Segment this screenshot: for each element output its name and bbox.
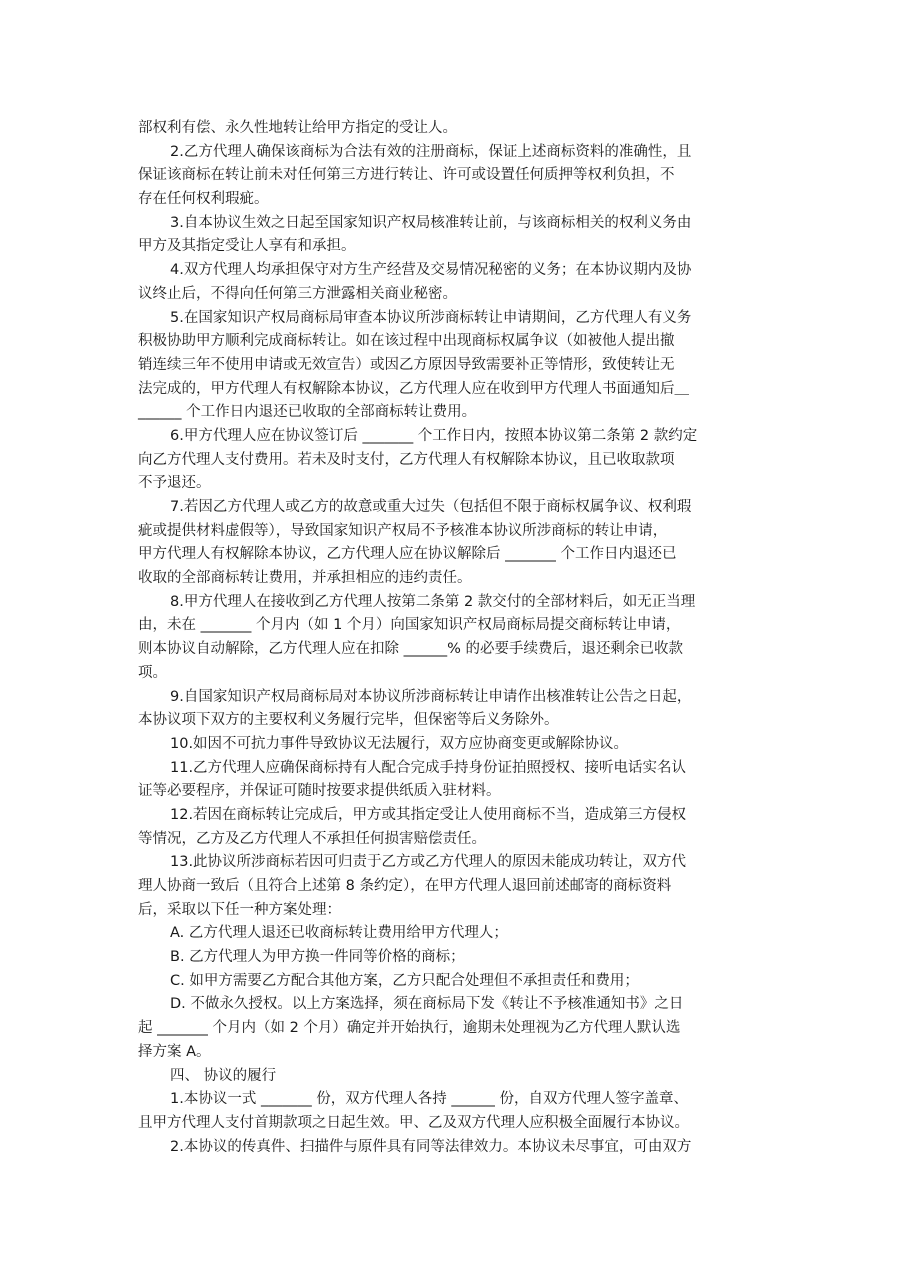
text-line: 6.甲方代理人应在协议签订后 _______ 个工作日内，按照本协议第二条第 2 款约定 [170, 427, 698, 444]
text-line: 13.此协议所涉商标若因可归责于乙方或乙方代理人的原因未能成功转让，双方代 [170, 854, 687, 871]
text-line: 议终止后，不得向任何第三方泄露相关商业秘密。 [138, 285, 457, 302]
text-line: 9.自国家知识产权局商标局对本协议所涉商标转让申请作出核准转让公告之日起， [170, 688, 692, 705]
text-line: 存在任何权利瑕疵。 [138, 191, 269, 208]
text-line: 保证该商标在转让前未对任何第三方进行转让、许可或设置任何质押等权利负担，不 [138, 167, 675, 184]
text-line: 起 _______ 个月内（如 2 个月）确定并开始执行，逾期未处理视为乙方代理人默认选 [138, 1020, 681, 1037]
text-line: 部权利有偿、永久性地转让给甲方指定的受让人。 [138, 120, 457, 136]
text-line: 2.乙方代理人确保该商标为合法有效的注册商标，保证上述商标资料的准确性，且 [170, 143, 692, 160]
text-line: 证等必要程序，并保证可随时按要求提供纸质入驻材料。 [138, 783, 501, 800]
text-line: 由，未在 _______ 个月内（如 1 个月）向国家知识产权局商标局提交商标转让申请， [138, 617, 681, 634]
document-body [138, 117, 774, 1159]
text-line: 11.乙方代理人应确保商标持有人配合完成手持身份证拍照授权、接听电话实名认 [170, 759, 687, 776]
text-line: 法完成的，甲方代理人有权解除本协议，乙方代理人应在收到甲方代理人书面通知后＿ [138, 380, 689, 397]
text-line: 5.在国家知识产权局商标局审查本协议所涉商标转让申请期间，乙方代理人有义务 [170, 309, 692, 326]
text-line: 且甲方代理人支付首期款项之日起生效。甲、乙及双方代理人应积极全面履行本协议。 [138, 1114, 689, 1131]
text-line: 销连续三年不使用申请或无效宣告）或因乙方原因导致需要补正等情形，致使转让无 [138, 356, 675, 373]
text-line: 3.自本协议生效之日起至国家知识产权局核准转让前，与该商标相关的权利义务由 [170, 214, 692, 231]
text-line: 10.如因不可抗力事件导致协议无法履行，双方应协商变更或解除协议。 [170, 735, 629, 752]
text-line: 收取的全部商标转让费用，并承担相应的违约责任。 [138, 570, 472, 587]
text-line: 本协议项下双方的主要权利义务履行完毕，但保密等后义务除外。 [138, 712, 559, 729]
text-line: 项。 [138, 664, 167, 681]
text-line: 甲方及其指定受让人享有和承担。 [138, 238, 356, 255]
text-line: 理人协商一致后（且符合上述第 8 条约定），在甲方代理人退回前述邮寄的商标资料 [138, 878, 672, 894]
text-line: 8.甲方代理人在接收到乙方代理人按第二条第 2 款交付的全部材料后，如无正当理 [170, 593, 696, 610]
text-line: 向乙方代理人支付费用。若未及时支付，乙方代理人有权解除本协议，且已收取款项 [138, 451, 675, 468]
text-line: 1.本协议一式 _______ 份，双方代理人各持 ______ 份，自双方代理人签字盖章、 [170, 1091, 689, 1108]
text-line: 择方案 A。 [138, 1043, 211, 1060]
text-line: 则本协议自动解除，乙方代理人应在扣除 ______% 的必要手续费后，退还剩余已收款 [138, 641, 683, 658]
text-line: B. 乙方代理人为甲方换一件同等价格的商标； [170, 949, 465, 966]
text-line: D. 不做永久授权。以上方案选择，须在商标局下发《转让不予核准通知书》之日 [170, 996, 684, 1013]
text-line: 2.本协议的传真件、扫描件与原件具有同等法律效力。本协议未尽事宜，可由双方 [170, 1138, 692, 1155]
text-line: 12.若因在商标转让完成后，甲方或其指定受让人使用商标不当，造成第三方侵权 [170, 806, 687, 823]
text-line: 等情况，乙方及乙方代理人不承担任何损害赔偿责任。 [138, 830, 486, 847]
text-line: A. 乙方代理人退还已收商标转让费用给甲方代理人； [170, 925, 508, 942]
text-line: ______ 个工作日内退还已收取的全部商标转让费用。 [138, 404, 477, 421]
text-line: 四、 协议的履行 [170, 1067, 277, 1084]
text-line: 甲方代理人有权解除本协议，乙方代理人应在协议解除后 _______ 个工作日内退还已 [138, 546, 677, 563]
text-line: 不予退还。 [138, 475, 211, 492]
text-line: 疵或提供材料虚假等），导致国家知识产权局不予核准本协议所涉商标的转让申请， [138, 522, 668, 539]
text-line: C. 如甲方需要乙方配合其他方案，乙方只配合处理但不承担责任和费用； [170, 972, 639, 989]
text-line: 7.若因乙方代理人或乙方的故意或重大过失（包括但不限于商标权属争议、权利瑕 [170, 499, 692, 515]
text-line: 积极协助甲方顺利完成商标转让。如在该过程中出现商标权属争议（如被他人提出撤 [138, 333, 675, 350]
text-line: 4.双方代理人均承担保守对方生产经营及交易情况秘密的义务；在本协议期内及协 [170, 262, 692, 279]
text-line: 后，采取以下任一种方案处理： [138, 901, 341, 918]
